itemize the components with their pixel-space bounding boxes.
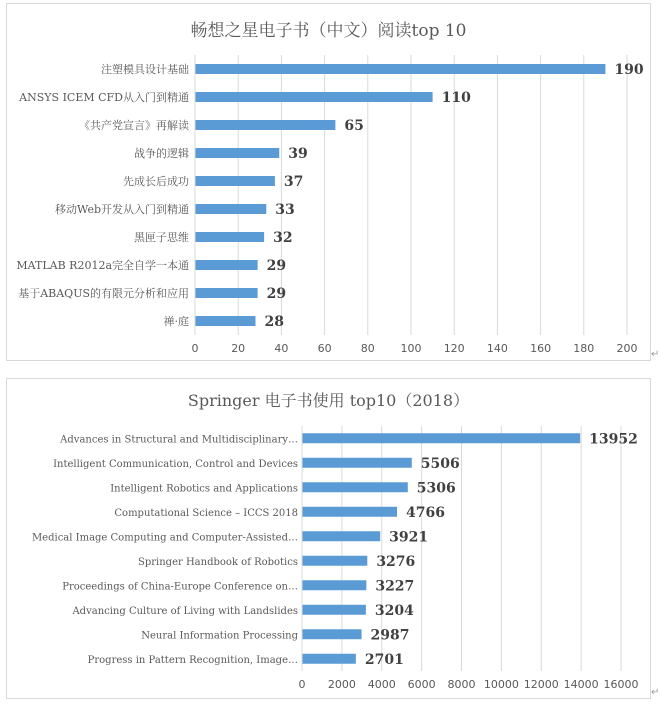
chart1-x-tick-label: 40 [274, 342, 289, 355]
chart2-category-label: Advancing Culture of Living with Landslides [72, 605, 298, 617]
chart2-category-label: Advances in Structural and Multidisciplinary… [60, 434, 298, 446]
chart2-x-tick-label: 14000 [563, 678, 599, 691]
chart1-x-tick-label: 120 [443, 342, 465, 355]
chart1-category-label: 禅·庭 [163, 315, 189, 328]
chart1-bar [195, 120, 335, 130]
chart2-bar [302, 580, 366, 590]
chart1-category-label: 移动Web开发从入门到精通 [55, 203, 189, 216]
paragraph-mark-1: ↵ [651, 349, 660, 360]
chart2-data-label: 5506 [420, 455, 460, 472]
chart2-bar [302, 556, 367, 566]
chart2-data-label: 5306 [416, 480, 456, 497]
chart-1-svg [7, 4, 650, 360]
chart2-data-label: 3227 [375, 578, 415, 595]
chart1-category-label: 基于ABAQUS的有限元分析和应用 [18, 287, 189, 300]
chart1-x-tick-label: 200 [616, 342, 638, 355]
chart1-bar [195, 64, 605, 74]
chart1-x-tick-label: 20 [231, 342, 246, 355]
chart1-bar [195, 288, 258, 298]
chart1-x-tick-label: 0 [191, 342, 199, 355]
chart2-data-label: 2987 [370, 627, 410, 644]
chart2-bar [302, 458, 412, 468]
chart2-x-tick-label: 2000 [327, 678, 356, 691]
chart1-x-tick-label: 180 [573, 342, 595, 355]
chart2-bar [302, 605, 366, 615]
chart2-bar [302, 507, 397, 517]
chart2-category-label: Springer Handbook of Robotics [138, 556, 298, 568]
chart1-x-tick-label: 80 [360, 342, 375, 355]
chart1-data-label: 39 [288, 146, 308, 162]
chart2-data-label: 13952 [589, 431, 638, 448]
chart2-category-label: Computational Science – ICCS 2018 [114, 507, 298, 519]
chart2-data-label: 3921 [389, 529, 429, 546]
chart2-category-label: Intelligent Communication, Control and Devices [53, 458, 298, 470]
chart1-x-tick-label: 60 [317, 342, 332, 355]
chart1-bar [195, 204, 266, 214]
chart2-x-tick-label: 16000 [603, 678, 639, 691]
chart2-data-label: 3276 [376, 553, 416, 570]
chart1-bar [195, 232, 264, 242]
chart1-data-label: 110 [441, 90, 471, 106]
chart1-category-label: ANSYS ICEM CFD从入门到精通 [19, 91, 189, 104]
chart1-data-label: 190 [614, 62, 644, 78]
chart2-x-tick-label: 6000 [407, 678, 436, 691]
chart2-bar [302, 629, 362, 639]
paragraph-mark-2: ↵ [651, 687, 660, 698]
chart1-bar [195, 316, 255, 326]
chart2-bar [302, 433, 580, 443]
chart1-bar [195, 176, 275, 186]
chart-panel-springer-top10 [6, 378, 651, 699]
chart2-category-label: Progress in Pattern Recognition, Image… [87, 654, 298, 666]
chart2-data-label: 4766 [406, 504, 445, 521]
chart2-category-label: Intelligent Robotics and Applications [110, 483, 298, 495]
chart2-x-tick-label: 4000 [367, 678, 396, 691]
chart1-x-tick-label: 140 [486, 342, 508, 355]
chart1-bar [195, 92, 433, 102]
chart2-category-label: Medical Image Computing and Computer-Assisted… [31, 532, 298, 544]
chart1-data-label: 37 [283, 174, 304, 190]
chart-2-svg [7, 379, 650, 698]
chart-panel-reading-top10 [6, 3, 651, 361]
chart1-category-label: 先成长后成功 [123, 175, 189, 188]
chart2-x-tick-label: 8000 [447, 678, 476, 691]
chart1-title: 畅想之星电子书（中文）阅读top 10 [190, 21, 467, 41]
chart1-data-label: 33 [275, 202, 295, 218]
chart1-x-tick-label: 100 [400, 342, 422, 355]
chart1-data-label: 29 [266, 258, 287, 274]
chart2-bar [302, 531, 380, 541]
chart1-data-label: 65 [344, 118, 364, 134]
chart2-bar [302, 654, 356, 664]
chart1-data-label: 28 [264, 314, 284, 330]
chart1-category-label: 战争的逻辑 [134, 147, 189, 160]
chart2-x-tick-label: 12000 [523, 678, 559, 691]
chart2-data-label: 3204 [374, 602, 414, 619]
chart1-category-label: 《共产党宣言》再解读 [79, 119, 189, 132]
chart1-category-label: MATLAB R2012a完全自学一本通 [16, 259, 189, 272]
chart1-bar [195, 148, 279, 158]
chart2-bar [302, 482, 408, 492]
chart1-category-label: 黑匣子思维 [134, 231, 189, 244]
chart2-category-label: Neural Information Processing [141, 630, 298, 642]
chart1-data-label: 29 [266, 286, 287, 302]
chart1-x-tick-label: 160 [530, 342, 552, 355]
chart2-title: Springer 电子书使用 top10（2018） [187, 391, 470, 410]
chart2-category-label: Proceedings of China-Europe Conference on… [62, 581, 298, 593]
chart2-x-tick-label: 10000 [483, 678, 519, 691]
chart1-data-label: 32 [273, 230, 293, 246]
chart1-category-label: 注塑模具设计基础 [101, 63, 189, 76]
chart2-x-tick-label: 0 [298, 678, 306, 691]
chart2-data-label: 2701 [364, 651, 404, 668]
chart1-bar [195, 260, 258, 270]
